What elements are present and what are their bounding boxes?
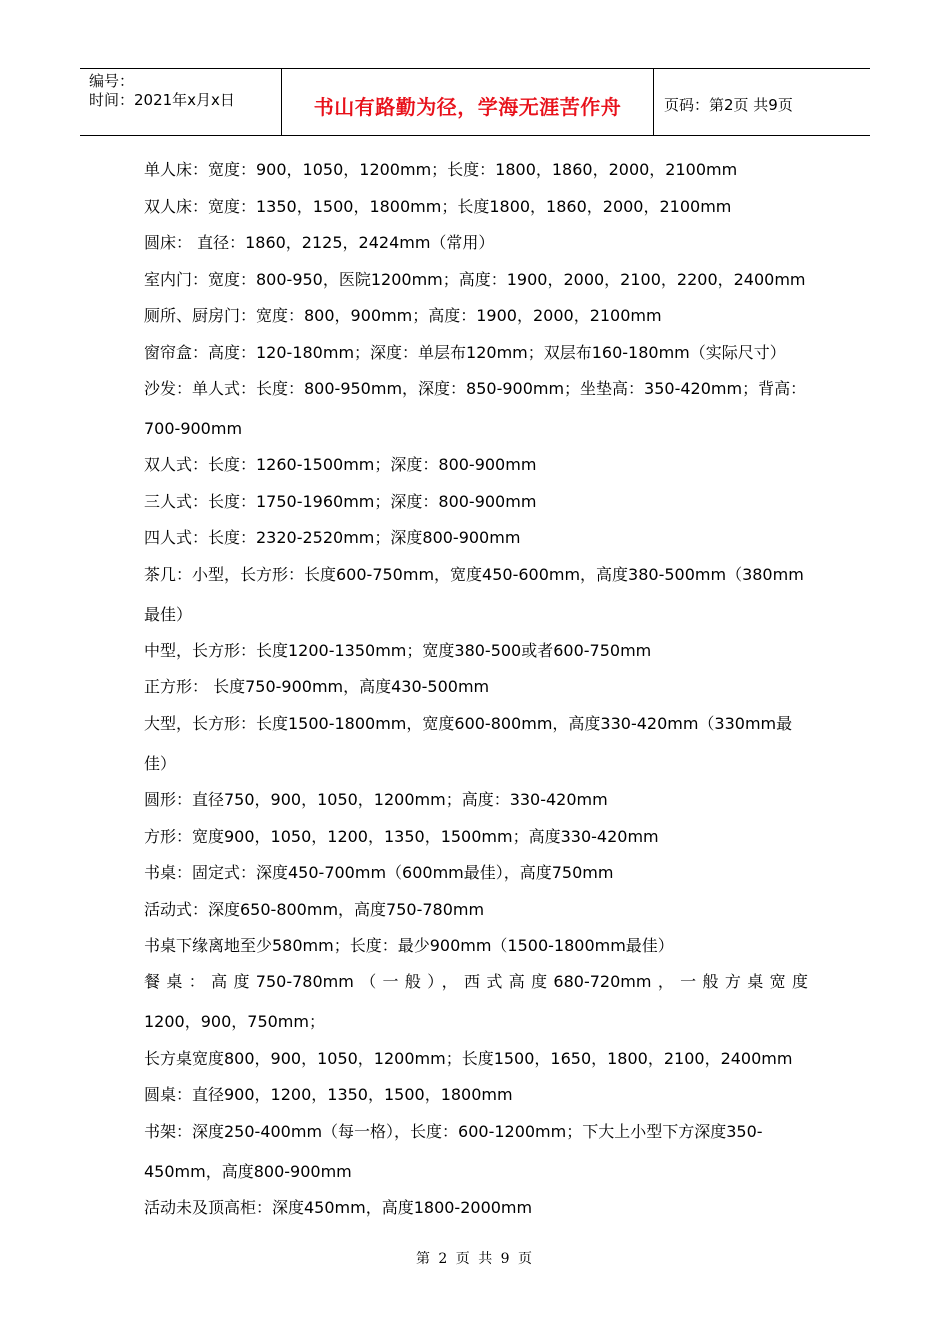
spec-line: 厕所、厨房门：宽度：800，900mm；高度：1900，2000，2100mm [144,306,662,325]
spec-line: 长方桌宽度800，900，1050，1200mm；长度1500，1650，1800，2100，2400mm [144,1049,793,1068]
spec-line: 沙发：单人式：长度：800-950mm，深度：850-900mm；坐垫高：350-420mm；背高： [144,379,807,398]
spec-line: 窗帘盒：高度：120-180mm；深度：单层布120mm；双层布160-180mm（实际尺寸） [144,343,786,362]
spec-line: 双人式：长度：1260-1500mm；深度：800-900mm [144,455,537,474]
spec-line: 书架：深度250-400mm（每一格），长度：600-1200mm；下大上小型下方深度350- [144,1122,763,1141]
spec-line: 四人式：长度：2320-2520mm；深度800-900mm [144,528,521,547]
spec-line: 450mm，高度800-900mm [144,1162,352,1181]
spec-line: 活动未及顶高柜：深度450mm，高度1800-2000mm [144,1198,533,1217]
header-page-number: 页码：第2页 共9页 [664,96,793,114]
spec-line: 圆桌：直径900，1200，1350，1500，1800mm [144,1085,513,1104]
spec-line: 室内门：宽度：800-950，医院1200mm；高度：1900，2000，2100，2200，2400mm [144,270,806,289]
spec-line: 茶几：小型，长方形：长度600-750mm，宽度450-600mm，高度380-500mm（380mm [144,565,804,584]
spec-line: 圆床： 直径：1860，2125，2424mm（常用） [144,233,495,252]
spec-line: 方形：宽度900，1050，1200，1350，1500mm；高度330-420mm [144,827,659,846]
spec-line: 活动式：深度650-800mm，高度750-780mm [144,900,485,919]
document-time-label: 时间：2021年x月x日 [89,91,235,109]
header-info-cell [80,69,282,135]
spec-line: 中型，长方形：长度1200-1350mm；宽度380-500或者600-750mm [144,641,652,660]
header-motto-cell [282,69,654,135]
page-footer: 第 2 页 共 9 页 [415,1251,535,1267]
page-header [80,68,870,136]
spec-line: 餐桌：高度750-780mm（一般），西式高度680-720mm，一般方桌宽度 [144,972,808,991]
spec-line: 正方形： 长度750-900mm，高度430-500mm [144,677,490,696]
spec-line: 佳） [144,754,177,773]
spec-line: 700-900mm [144,419,243,438]
document-number-label: 编号： [89,72,135,90]
spec-line: 大型，长方形：长度1500-1800mm，宽度600-800mm，高度330-420mm（330mm最 [144,714,793,733]
spec-line: 书桌下缘离地至少580mm；长度：最少900mm（1500-1800mm最佳） [144,936,674,955]
header-motto: 书山有路勤为径，学海无涯苦作舟 [313,95,622,119]
spec-line: 双人床：宽度：1350，1500，1800mm；长度1800，1860，2000，2100mm [144,197,732,216]
spec-line: 最佳） [144,605,193,624]
spec-line: 1200，900，750mm； [144,1012,325,1031]
spec-line: 三人式：长度：1750-1960mm；深度：800-900mm [144,492,537,511]
header-page-cell [654,69,870,135]
spec-line: 单人床：宽度：900，1050，1200mm；长度：1800，1860，2000，2100mm [144,160,738,179]
spec-line: 圆形：直径750，900，1050，1200mm；高度：330-420mm [144,790,608,809]
spec-line: 书桌：固定式：深度450-700mm（600mm最佳），高度750mm [144,863,614,882]
